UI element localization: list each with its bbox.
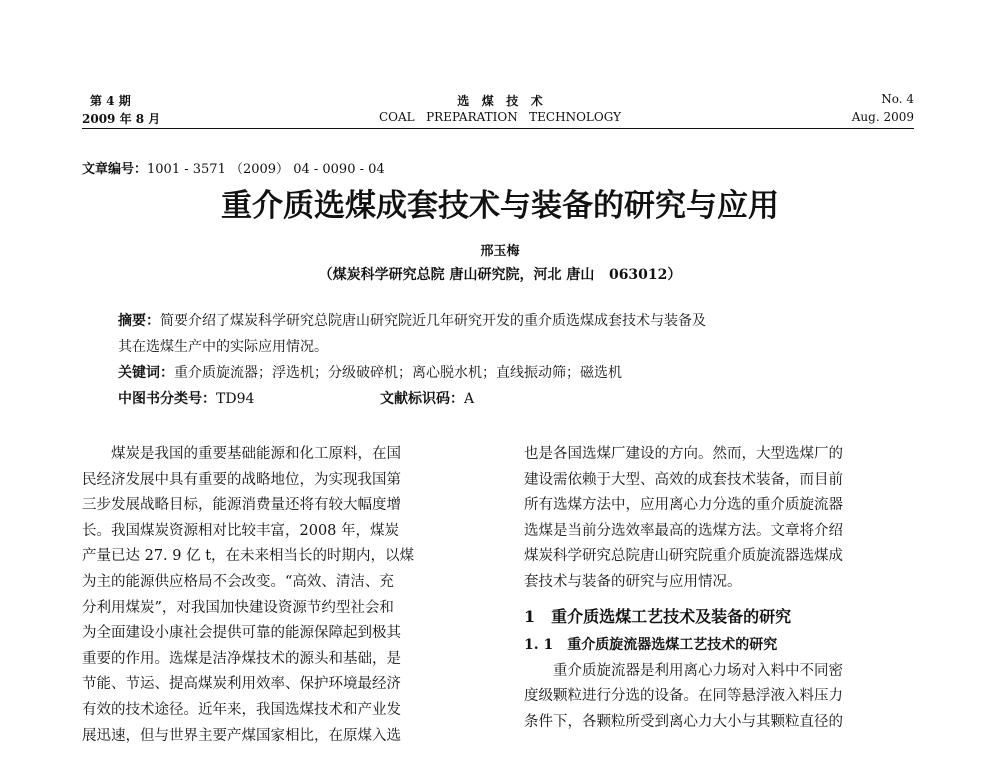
abstract-text-1: 简要介绍了煤炭科学研究总院唐山研究院近几年研究开发的重介质选煤成套技术与装备及 [160, 313, 706, 329]
body-line: 套技术与装备的研究与应用情况。 [524, 573, 742, 590]
header-journal-en: COAL PREPARATION TECHNOLOGY [378, 110, 622, 124]
keywords-label: 关键词： [118, 365, 174, 381]
affiliation: （煤炭科学研究总院 唐山研究院，河北 唐山 063012） [318, 267, 682, 283]
doc-code-label: 文献标识码： [380, 391, 464, 407]
body-line: 条件下，各颗粒所受到离心力大小与其颗粒直径的 [524, 713, 843, 730]
body-line: 分利用煤炭”，对我国加快建设资源节约型社会和 [82, 599, 394, 616]
body-line: 三步发展战略目标，能源消费量还将有较大幅度增 [82, 497, 401, 514]
body-line: 所有选煤方法中，应用离心力分选的重介质旋流器 [524, 497, 843, 514]
body-left-column [82, 442, 414, 749]
body-right-column [524, 442, 843, 736]
body-line: 产量已达 27. 9 亿 t，在未来相当长的时期内，以煤 [82, 548, 415, 565]
article-id-line [82, 158, 385, 177]
body-line: 选煤是当前分选效率最高的选煤方法。文章将介绍 [524, 522, 843, 539]
body-line: 长。我国煤炭资源相对比较丰富，2008 年，煤炭 [82, 522, 400, 539]
paper-title: 重介质选煤成套技术与装备的研究与应用 [221, 188, 779, 224]
article-id-label: 文章编号： [82, 162, 148, 177]
section-heading-1-1: 1. 1 重介质旋流器选煤工艺技术的研究 [524, 637, 778, 654]
section-heading-1: 1 重介质选煤工艺技术及装备的研究 [524, 606, 792, 626]
body-line: 为全面建设小康社会提供可靠的能源保障起到极其 [82, 625, 401, 642]
body-line: 重介质旋流器是利用离心力场对入料中不同密 [524, 662, 843, 679]
body-line: 展迅速，但与世界主要产煤国家相比，在原煤入选 [82, 727, 401, 744]
author: 邢玉梅 [480, 244, 520, 259]
body-line: 也是各国选煤厂建设的方向。然而，大型选煤厂的 [524, 446, 843, 462]
doc-code-line [380, 388, 474, 408]
keywords-value: 重介质旋流器；浮选机；分级破碎机；离心脱水机；直线振动筛；磁选机 [174, 365, 622, 381]
body-line: 煤炭是我国的重要基础能源和化工原料，在国 [82, 446, 401, 462]
header-date-en: Aug. 2009 [851, 110, 914, 124]
abstract-text-2: 其在选煤生产中的实际应用情况。 [118, 339, 328, 355]
header-issue-cn: 第 4 期 [90, 94, 131, 108]
clc-label: 中图书分类号： [118, 391, 216, 407]
body-line: 民经济发展中具有重要的战略地位，为实现我国第 [82, 471, 401, 488]
body-line: 有效的技术途径。近年来，我国选煤技术和产业发 [82, 701, 401, 718]
abstract-label: 摘要： [118, 313, 160, 329]
header-rule [82, 128, 914, 129]
clc-value: TD94 [216, 391, 255, 407]
abstract-line-1 [118, 310, 706, 330]
body-line: 为主的能源供应格局不会改变。“高效、清洁、充 [82, 573, 394, 590]
article-id-value: 1001 - 3571 （2009） 04 - 0090 - 04 [147, 162, 385, 177]
body-line: 煤炭科学研究总院唐山研究院重介质旋流器选煤成 [524, 548, 843, 565]
body-line: 建设需依赖于大型、高效的成套技术装备，而目前 [524, 471, 843, 488]
header-issue-en: No. 4 [881, 92, 914, 106]
keywords-line [118, 362, 622, 382]
clc-line [118, 388, 254, 408]
header-journal-cn: 选 煤 技 术 [457, 94, 543, 108]
body-line: 重要的作用。选煤是洁净煤技术的源头和基础，是 [82, 650, 401, 667]
doc-code-value: A [464, 391, 475, 407]
body-line: 度级颗粒进行分选的设备。在同等悬浮液入料压力 [524, 688, 843, 705]
body-line: 节能、节运、提高煤炭利用效率、保护环境最经济 [82, 676, 401, 693]
header-date-cn: 2009 年 8 月 [82, 112, 161, 126]
